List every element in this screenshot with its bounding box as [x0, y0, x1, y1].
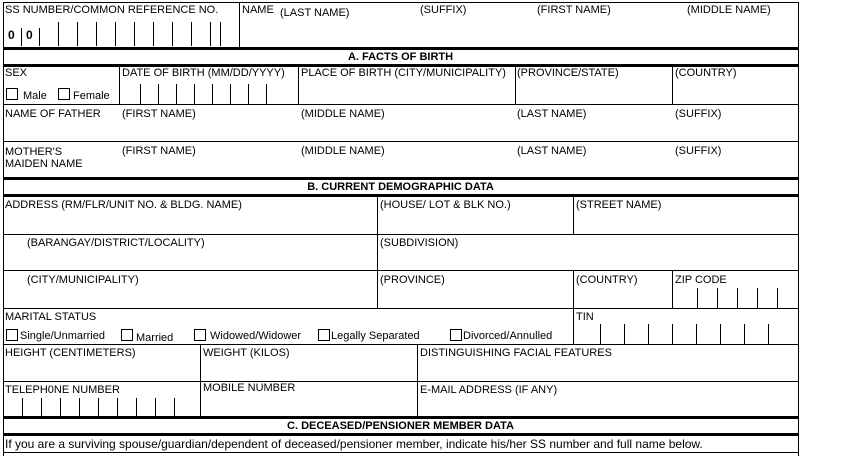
- marital-status-label: MARITAL STATUS: [5, 311, 97, 323]
- single-label: Single/Unmarried: [20, 330, 105, 342]
- place-of-birth-city-field[interactable]: [300, 80, 514, 104]
- section-b-title-border: [3, 194, 798, 197]
- height-field[interactable]: [4, 359, 199, 381]
- tin-digit-divider: [744, 324, 745, 344]
- section-c-title-border: [3, 433, 798, 436]
- father-name-field[interactable]: [4, 121, 797, 141]
- address-province-field[interactable]: [379, 287, 572, 308]
- house-lot-field[interactable]: [379, 212, 572, 234]
- ss-number-label: SS NUMBER/COMMON REFERENCE NO.: [5, 4, 219, 16]
- phone-digit-divider: [22, 398, 23, 416]
- mother-first-name-label: (FIRST NAME): [122, 145, 196, 157]
- house-lot-label: (HOUSE/ LOT & BLK NO.): [380, 199, 511, 211]
- section-a-top-border: [3, 47, 798, 50]
- father-first-name-label: (FIRST NAME): [122, 108, 196, 120]
- facial-features-field[interactable]: [419, 359, 797, 381]
- tin-field[interactable]: [575, 322, 797, 344]
- divorced-checkbox[interactable]: [450, 329, 462, 341]
- tin-digit-divider: [720, 324, 721, 344]
- phone-digit-divider: [60, 398, 61, 416]
- form-right-border: [798, 2, 799, 456]
- row-divider: [3, 452, 798, 453]
- phone-digit-divider: [117, 398, 118, 416]
- mother-middle-name-label: (MIDDLE NAME): [301, 145, 385, 157]
- dob-digit-divider: [140, 84, 141, 104]
- ss-prefix-digit-1: 0: [8, 28, 15, 42]
- tin-label: TIN: [576, 311, 594, 323]
- city-label: (CITY/MUNICIPALITY): [27, 274, 139, 286]
- province-divider: [672, 66, 673, 104]
- height-weight-divider: [200, 344, 201, 416]
- tin-digit-divider: [672, 324, 673, 344]
- tin-digit-divider: [696, 324, 697, 344]
- email-field[interactable]: [419, 396, 797, 416]
- sex-divider: [119, 66, 120, 104]
- row-divider: [3, 344, 798, 345]
- ss-digit-divider: [220, 22, 221, 46]
- marital-tin-divider: [573, 308, 574, 344]
- form-top-border: [3, 2, 798, 3]
- ss-digit-divider: [172, 22, 173, 46]
- mother-label-line-1: MOTHER'S: [5, 146, 63, 158]
- dob-digit-divider: [212, 84, 213, 104]
- birth-province-field[interactable]: [517, 80, 671, 104]
- address-divider: [377, 197, 378, 308]
- tin-digit-divider: [600, 324, 601, 344]
- zip-digit-divider: [757, 288, 758, 308]
- widowed-checkbox[interactable]: [194, 329, 206, 341]
- mobile-number-field[interactable]: [202, 395, 416, 416]
- telephone-label: TELEPH0NE NUMBER: [5, 384, 120, 396]
- ss-digit-divider: [191, 22, 192, 46]
- height-label: HEIGHT (CENTIMETERS): [5, 347, 136, 359]
- dob-digit-divider: [266, 84, 267, 104]
- section-b-top-border: [3, 177, 798, 180]
- birth-country-field[interactable]: [674, 80, 797, 104]
- father-middle-name-label: (MIDDLE NAME): [301, 108, 385, 120]
- ss-digit-divider: [115, 22, 116, 46]
- zip-digit-divider: [777, 288, 778, 308]
- header-divider: [239, 2, 240, 47]
- country-zip-divider: [672, 271, 673, 308]
- zip-digit-divider: [737, 288, 738, 308]
- ss-digit-divider: [96, 22, 97, 46]
- married-checkbox[interactable]: [121, 329, 133, 341]
- father-last-name-label: (LAST NAME): [517, 108, 587, 120]
- ss-prefix-digit-2: 0: [26, 28, 33, 42]
- address-unit-label: ADDRESS (RM/FLR/UNIT NO. & BLDG. NAME): [5, 199, 242, 211]
- widowed-label: Widowed/Widower: [210, 330, 302, 342]
- zip-code-label: ZIP CODE: [675, 274, 727, 286]
- ss-digit-divider: [153, 22, 154, 46]
- female-checkbox[interactable]: [58, 88, 70, 100]
- house-divider: [573, 197, 574, 234]
- dob-digit-divider: [176, 84, 177, 104]
- birth-country-label: (COUNTRY): [675, 67, 737, 79]
- section-c-instruction: If you are a surviving spouse/guardian/dependent of deceased/pensioner member, indicate his/her SS number and full name below.: [5, 437, 703, 451]
- tin-digit-divider: [624, 324, 625, 344]
- place-of-birth-label: PLACE OF BIRTH (CITY/MUNICIPALITY): [301, 67, 506, 79]
- single-checkbox[interactable]: [6, 329, 18, 341]
- dob-digit-divider: [158, 84, 159, 104]
- phone-digit-divider: [174, 398, 175, 416]
- zip-digit-divider: [697, 288, 698, 308]
- mother-last-name-label: (LAST NAME): [517, 145, 587, 157]
- address-province-label: (PROVINCE): [380, 274, 445, 286]
- mother-suffix-label: (SUFFIX): [675, 145, 722, 157]
- ss-digit-divider: [134, 22, 135, 46]
- divorced-label: Divorced/Annulled: [463, 330, 553, 342]
- dob-divider: [298, 66, 299, 104]
- section-c-top-border: [3, 416, 798, 419]
- last-name-label: (LAST NAME): [280, 7, 350, 19]
- row-divider: [3, 141, 798, 142]
- section-c-title: C. DECEASED/PENSIONER MEMBER DATA: [287, 420, 514, 432]
- dob-digit-divider: [194, 84, 195, 104]
- dob-digit-divider: [230, 84, 231, 104]
- facial-features-label: DISTINGUISHING FACIAL FEATURES: [420, 347, 612, 359]
- street-name-field[interactable]: [575, 212, 797, 234]
- street-name-label: (STREET NAME): [576, 199, 662, 211]
- middle-name-label: (MIDDLE NAME): [687, 4, 771, 16]
- member-name-field[interactable]: [241, 18, 797, 46]
- row-divider: [3, 308, 798, 309]
- mother-maiden-name-field[interactable]: [120, 158, 797, 177]
- section-a-title: A. FACTS OF BIRTH: [347, 51, 454, 63]
- weight-facial-divider: [417, 344, 418, 416]
- suffix-label: (SUFFIX): [420, 4, 467, 16]
- tin-digit-divider: [648, 324, 649, 344]
- zip-digit-divider: [717, 288, 718, 308]
- weight-field[interactable]: [202, 359, 416, 381]
- weight-label: WEIGHT (KILOS): [203, 347, 290, 359]
- address-unit-field[interactable]: [4, 212, 376, 234]
- legally-separated-checkbox[interactable]: [318, 329, 330, 341]
- mother-label-line-2: MAIDEN NAME: [5, 158, 83, 170]
- row-divider: [3, 104, 798, 105]
- birth-province-label: (PROVINCE/STATE): [517, 67, 619, 79]
- legally-separated-label: Legally Separated: [331, 330, 420, 342]
- email-label: E-MAIL ADDRESS (IF ANY): [420, 384, 558, 396]
- barangay-field[interactable]: [4, 250, 376, 270]
- ss-digit-divider: [58, 22, 59, 46]
- address-country-label: (COUNTRY): [576, 274, 638, 286]
- female-label: Female: [73, 90, 110, 102]
- subdivision-label: (SUBDIVISION): [380, 237, 459, 249]
- tin-digit-divider: [768, 324, 769, 344]
- city-field[interactable]: [4, 287, 376, 308]
- phone-digit-divider: [41, 398, 42, 416]
- date-of-birth-label: DATE OF BIRTH (MM/DD/YYYY): [122, 67, 285, 79]
- row-divider: [3, 234, 798, 235]
- subdivision-field[interactable]: [379, 250, 797, 270]
- ss-digit-divider: [21, 28, 22, 46]
- sex-label: SEX: [5, 67, 28, 79]
- address-country-field[interactable]: [575, 287, 671, 308]
- barangay-label: (BARANGAY/DISTRICT/LOCALITY): [27, 237, 205, 249]
- ss-digit-divider: [210, 22, 211, 46]
- male-label: Male: [23, 90, 47, 102]
- mobile-number-label: MOBILE NUMBER: [203, 382, 296, 394]
- telephone-field[interactable]: [4, 396, 199, 416]
- ss-digit-divider: [39, 28, 40, 46]
- male-checkbox[interactable]: [6, 88, 18, 100]
- name-label: NAME: [242, 4, 274, 16]
- ss-digit-divider: [77, 22, 78, 46]
- phone-digit-divider: [79, 398, 80, 416]
- province-country-divider: [573, 271, 574, 308]
- phone-digit-divider: [155, 398, 156, 416]
- row-divider: [3, 270, 798, 271]
- phone-digit-divider: [98, 398, 99, 416]
- section-b-title: B. CURRENT DEMOGRAPHIC DATA: [307, 181, 494, 193]
- zip-code-field[interactable]: [674, 287, 797, 308]
- father-suffix-label: (SUFFIX): [675, 108, 722, 120]
- dob-digit-divider: [248, 84, 249, 104]
- father-label: NAME OF FATHER: [5, 108, 101, 120]
- first-name-label: (FIRST NAME): [537, 4, 611, 16]
- pob-divider: [515, 66, 516, 104]
- phone-digit-divider: [136, 398, 137, 416]
- married-label: Married: [136, 332, 174, 344]
- row-divider: [3, 381, 798, 382]
- date-of-birth-field[interactable]: [121, 80, 297, 104]
